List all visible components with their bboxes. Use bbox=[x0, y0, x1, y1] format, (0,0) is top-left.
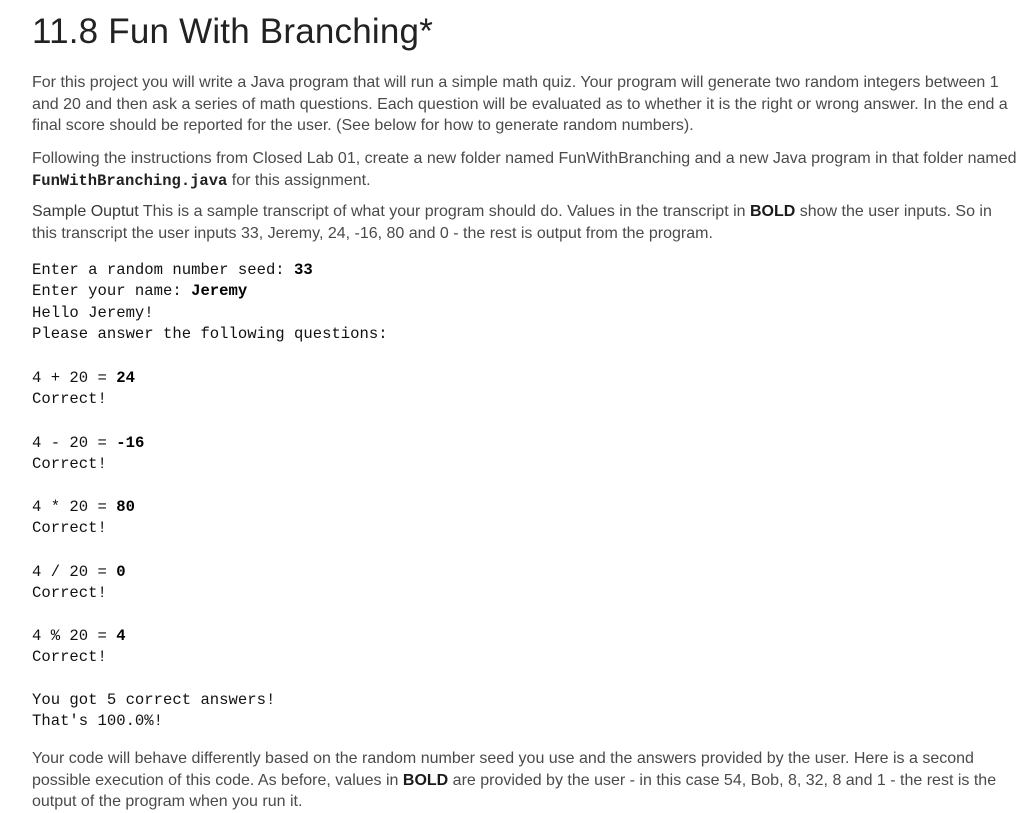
name-input: Jeremy bbox=[191, 282, 248, 301]
question-result: Correct! bbox=[32, 648, 107, 667]
question-block bbox=[32, 497, 135, 540]
intro-paragraph bbox=[32, 72, 1008, 137]
closing-line bbox=[32, 770, 997, 792]
filename-code: FunWithBranching.java bbox=[32, 171, 228, 190]
summary-correct: You got 5 correct answers! bbox=[32, 691, 276, 709]
question-result: Correct! bbox=[32, 455, 107, 474]
question-block bbox=[32, 368, 135, 411]
transcript-header bbox=[32, 260, 388, 346]
closing-line: Your code will behave differently based on the random number seed you use and the answers provided by the user. Here is a second bbox=[32, 750, 974, 767]
sample-paragraph bbox=[32, 201, 992, 244]
question-block bbox=[32, 562, 126, 605]
closing-paragraph bbox=[32, 748, 997, 813]
bold-keyword: BOLD bbox=[402, 771, 449, 789]
closing-line: output of the program when you run it. bbox=[32, 793, 303, 810]
sample-line: this transcript the user inputs 33, Jeremy, 24, -16, 80 and 0 - the rest is output from the program. bbox=[32, 224, 713, 242]
question-answer: 80 bbox=[116, 498, 135, 516]
question-prompt: 4 + 20 = bbox=[32, 369, 117, 387]
sample-line bbox=[32, 201, 992, 223]
question-prompt: 4 - 20 = bbox=[32, 434, 117, 452]
instructions-output: Please answer the following questions: bbox=[32, 325, 388, 344]
sample-text: This is a sample transcript of what your program should do. Values in the transcript in bbox=[138, 203, 750, 220]
closing-text: possible execution of this code. As before, values in bbox=[32, 771, 403, 789]
closing-text: are provided by the user - in this case 54, Bob, 8, 32, 8 and 1 - the rest is the bbox=[448, 771, 997, 789]
question-answer: 4 bbox=[116, 627, 126, 645]
question-prompt: 4 * 20 = bbox=[32, 498, 117, 516]
intro-line: For this project you will write a Java program that will run a simple math quiz. Your program will generate two random integers between 1 bbox=[32, 74, 999, 91]
bold-keyword: BOLD bbox=[749, 203, 796, 220]
sample-text: show the user inputs. So in bbox=[795, 203, 992, 220]
question-block bbox=[32, 626, 126, 669]
question-prompt: 4 % 20 = bbox=[32, 627, 117, 645]
seed-input: 33 bbox=[294, 261, 313, 279]
question-answer: -16 bbox=[116, 434, 145, 452]
instructions-line: Following the instructions from Closed Lab 01, create a new folder named FunWithBranching and a new Java program in that folder named bbox=[32, 150, 1017, 167]
question-block bbox=[32, 433, 144, 476]
greeting-line: Hello Jeremy! bbox=[32, 303, 154, 322]
instructions-paragraph bbox=[32, 148, 1017, 192]
intro-line: and 20 and then ask a series of math questions. Each question will be evaluated as to whether it is the right or wrong answer. In the end a bbox=[32, 95, 1008, 113]
question-result: Correct! bbox=[32, 519, 107, 538]
page-title: 11.8 Fun With Branching* bbox=[32, 12, 434, 51]
question-answer: 0 bbox=[116, 563, 126, 581]
question-prompt: 4 / 20 = bbox=[32, 563, 117, 581]
question-result: Correct! bbox=[32, 390, 107, 409]
summary-block bbox=[32, 690, 275, 733]
instructions-rest: for this assignment. bbox=[227, 171, 371, 189]
name-prompt: Enter your name: bbox=[32, 282, 192, 301]
summary-percent: That's 100.0%! bbox=[32, 712, 164, 731]
seed-prompt: Enter a random number seed: bbox=[32, 261, 295, 279]
intro-line: final score should be reported for the user. (See below for how to generate random numbers). bbox=[32, 117, 694, 134]
instructions-line bbox=[32, 170, 972, 193]
sample-label: Sample Ouptut bbox=[32, 203, 139, 220]
question-answer: 24 bbox=[116, 369, 135, 387]
question-result: Correct! bbox=[32, 584, 107, 603]
